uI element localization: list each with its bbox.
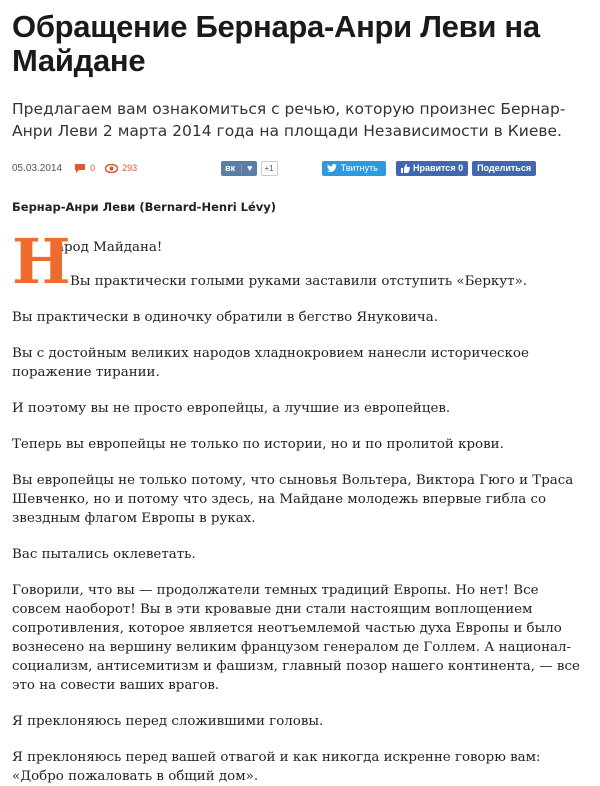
publish-date: 05.03.2014 (12, 162, 63, 174)
drop-cap: Н (12, 225, 71, 298)
vk-share-group (221, 161, 278, 176)
comments-count: 0 (90, 163, 96, 173)
vk-label: вк (225, 163, 236, 173)
comments-link[interactable] (74, 163, 95, 174)
article-title: Обращение Бернара-Анри Леви на Майдане (12, 9, 540, 78)
paragraph: Вас пытались оклеветать. (12, 547, 196, 562)
paragraph: Вы практически голыми руками заставили отступить «Беркут». (70, 274, 528, 289)
like-label: Нравится 0 (412, 163, 464, 173)
heart-icon: ♥ (241, 163, 252, 173)
paragraph: арод Майдана! (56, 240, 163, 255)
paragraph: Я преклоняюсь перед вашей отвагой и как никогда искренне говорю вам: «Добро пожаловать в общий дом». (12, 750, 541, 784)
paragraph: Вы с достойным великих народов хладнокровием нанесли историческое поражение тирании. (12, 346, 529, 380)
tweet-button[interactable] (322, 161, 386, 176)
article-author: Бернар-Анри Леви (Bernard-Henri Lévy) (12, 200, 277, 214)
comment-icon (74, 163, 86, 174)
views-count: 293 (122, 163, 138, 173)
vk-share-button[interactable] (221, 161, 256, 176)
article-meta (12, 158, 588, 178)
article-body (12, 225, 588, 786)
views-counter (105, 163, 137, 173)
paragraph: Я преклоняюсь перед сложившими головы. (12, 714, 324, 729)
paragraph: Вы практически в одиночку обратили в бегство Януковича. (12, 310, 439, 325)
tweet-label: Твитнуть (340, 163, 378, 173)
paragraph: И поэтому вы не просто европейцы, а лучшие из европейцев. (12, 401, 451, 416)
opening-block (12, 225, 588, 298)
article-lead: Предлагаем вам ознакомиться с речью, которую произнес Бернар-Анри Леви 2 марта 2014 года на площади Независимости в Киеве. (12, 100, 566, 140)
paragraph: Вы европейцы не только потому, что сыновья Вольтера, Виктора Гюго и Траса Шевченко, но и потому что здесь, на Майдане молодежь впервые гибла со звездным флагом Европы в руках. (12, 473, 574, 526)
article (0, 10, 600, 786)
facebook-share-button[interactable]: Поделиться (472, 161, 536, 176)
thumbs-up-icon (401, 164, 410, 173)
eye-icon (105, 164, 118, 173)
plus-one-count[interactable]: +1 (261, 161, 278, 176)
paragraph: Теперь вы европейцы не только по истории, но и по пролитой крови. (12, 437, 504, 452)
twitter-bird-icon (327, 164, 337, 172)
facebook-like-button[interactable] (396, 161, 468, 176)
paragraph: Говорили, что вы — продолжатели темных традиций Европы. Но нет! Все совсем наоборот! Вы в эти кровавые дни стали настоящим воплощением сопротивления, которое является неотъемлемой частью духа Европы и было вознесено на вершину великим французом генералом де Голлем. А национал-социализм, антисемитизм и фашизм, главный позор нашего континента, — все это на совести ваших врагов. (12, 583, 580, 693)
